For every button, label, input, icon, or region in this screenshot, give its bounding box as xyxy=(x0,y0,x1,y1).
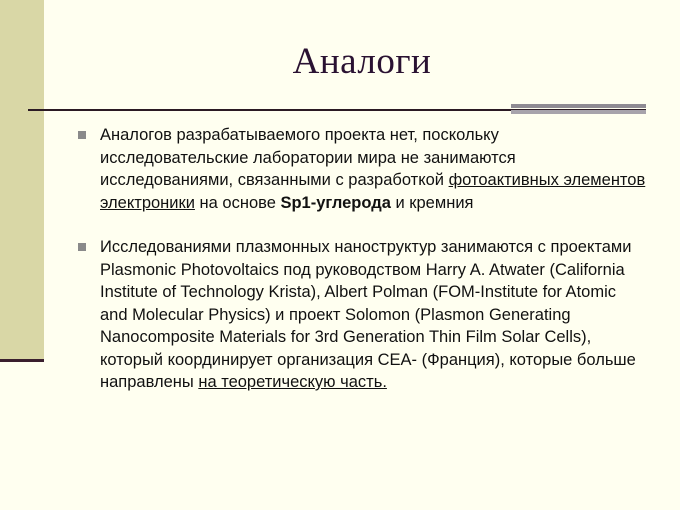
bullet-list xyxy=(78,124,648,394)
side-decor-line xyxy=(0,359,44,362)
bullet-item xyxy=(78,124,648,214)
hyperlink-theoretical-part[interactable]: на теоретическую часть. xyxy=(198,373,387,391)
bullet-item xyxy=(78,236,648,394)
bullet-text: Аналогов разрабатываемого проекта нет, поскольку исследовательские лаборатории мира не занимаются исследованиями, связанными с разработкой xyxy=(100,126,516,189)
hyperlink-photoactive-elements[interactable]: фотоактивных элементов электроники xyxy=(100,171,646,212)
accent-bar xyxy=(511,110,646,114)
accent-bar xyxy=(511,104,646,108)
square-bullet-icon xyxy=(78,131,86,139)
bullet-text: на основе xyxy=(194,193,281,212)
bold-term: Sp1-углерода xyxy=(280,193,391,212)
title-accent-bars xyxy=(511,104,646,118)
bullet-text: и кремния xyxy=(390,193,474,212)
square-bullet-icon xyxy=(78,243,86,251)
side-decor-band xyxy=(0,0,44,362)
slide-title: Аналоги xyxy=(292,41,432,82)
bullet-text: Исследованиями плазмонных наноструктур занимаются с проектами Plasmonic Photovoltaics под руководством Harry A. Atwater (California Institute of Technology Krista), Albert Polman (FOM-Institute for Atomic and Molecular Physics) и проект Solomon (Plasmon Generating Nanocomposite Materials for 3rd Generation Thin Film Solar Cells), который координирует организация CEA- (Франция), которые больше направлены xyxy=(100,238,636,391)
